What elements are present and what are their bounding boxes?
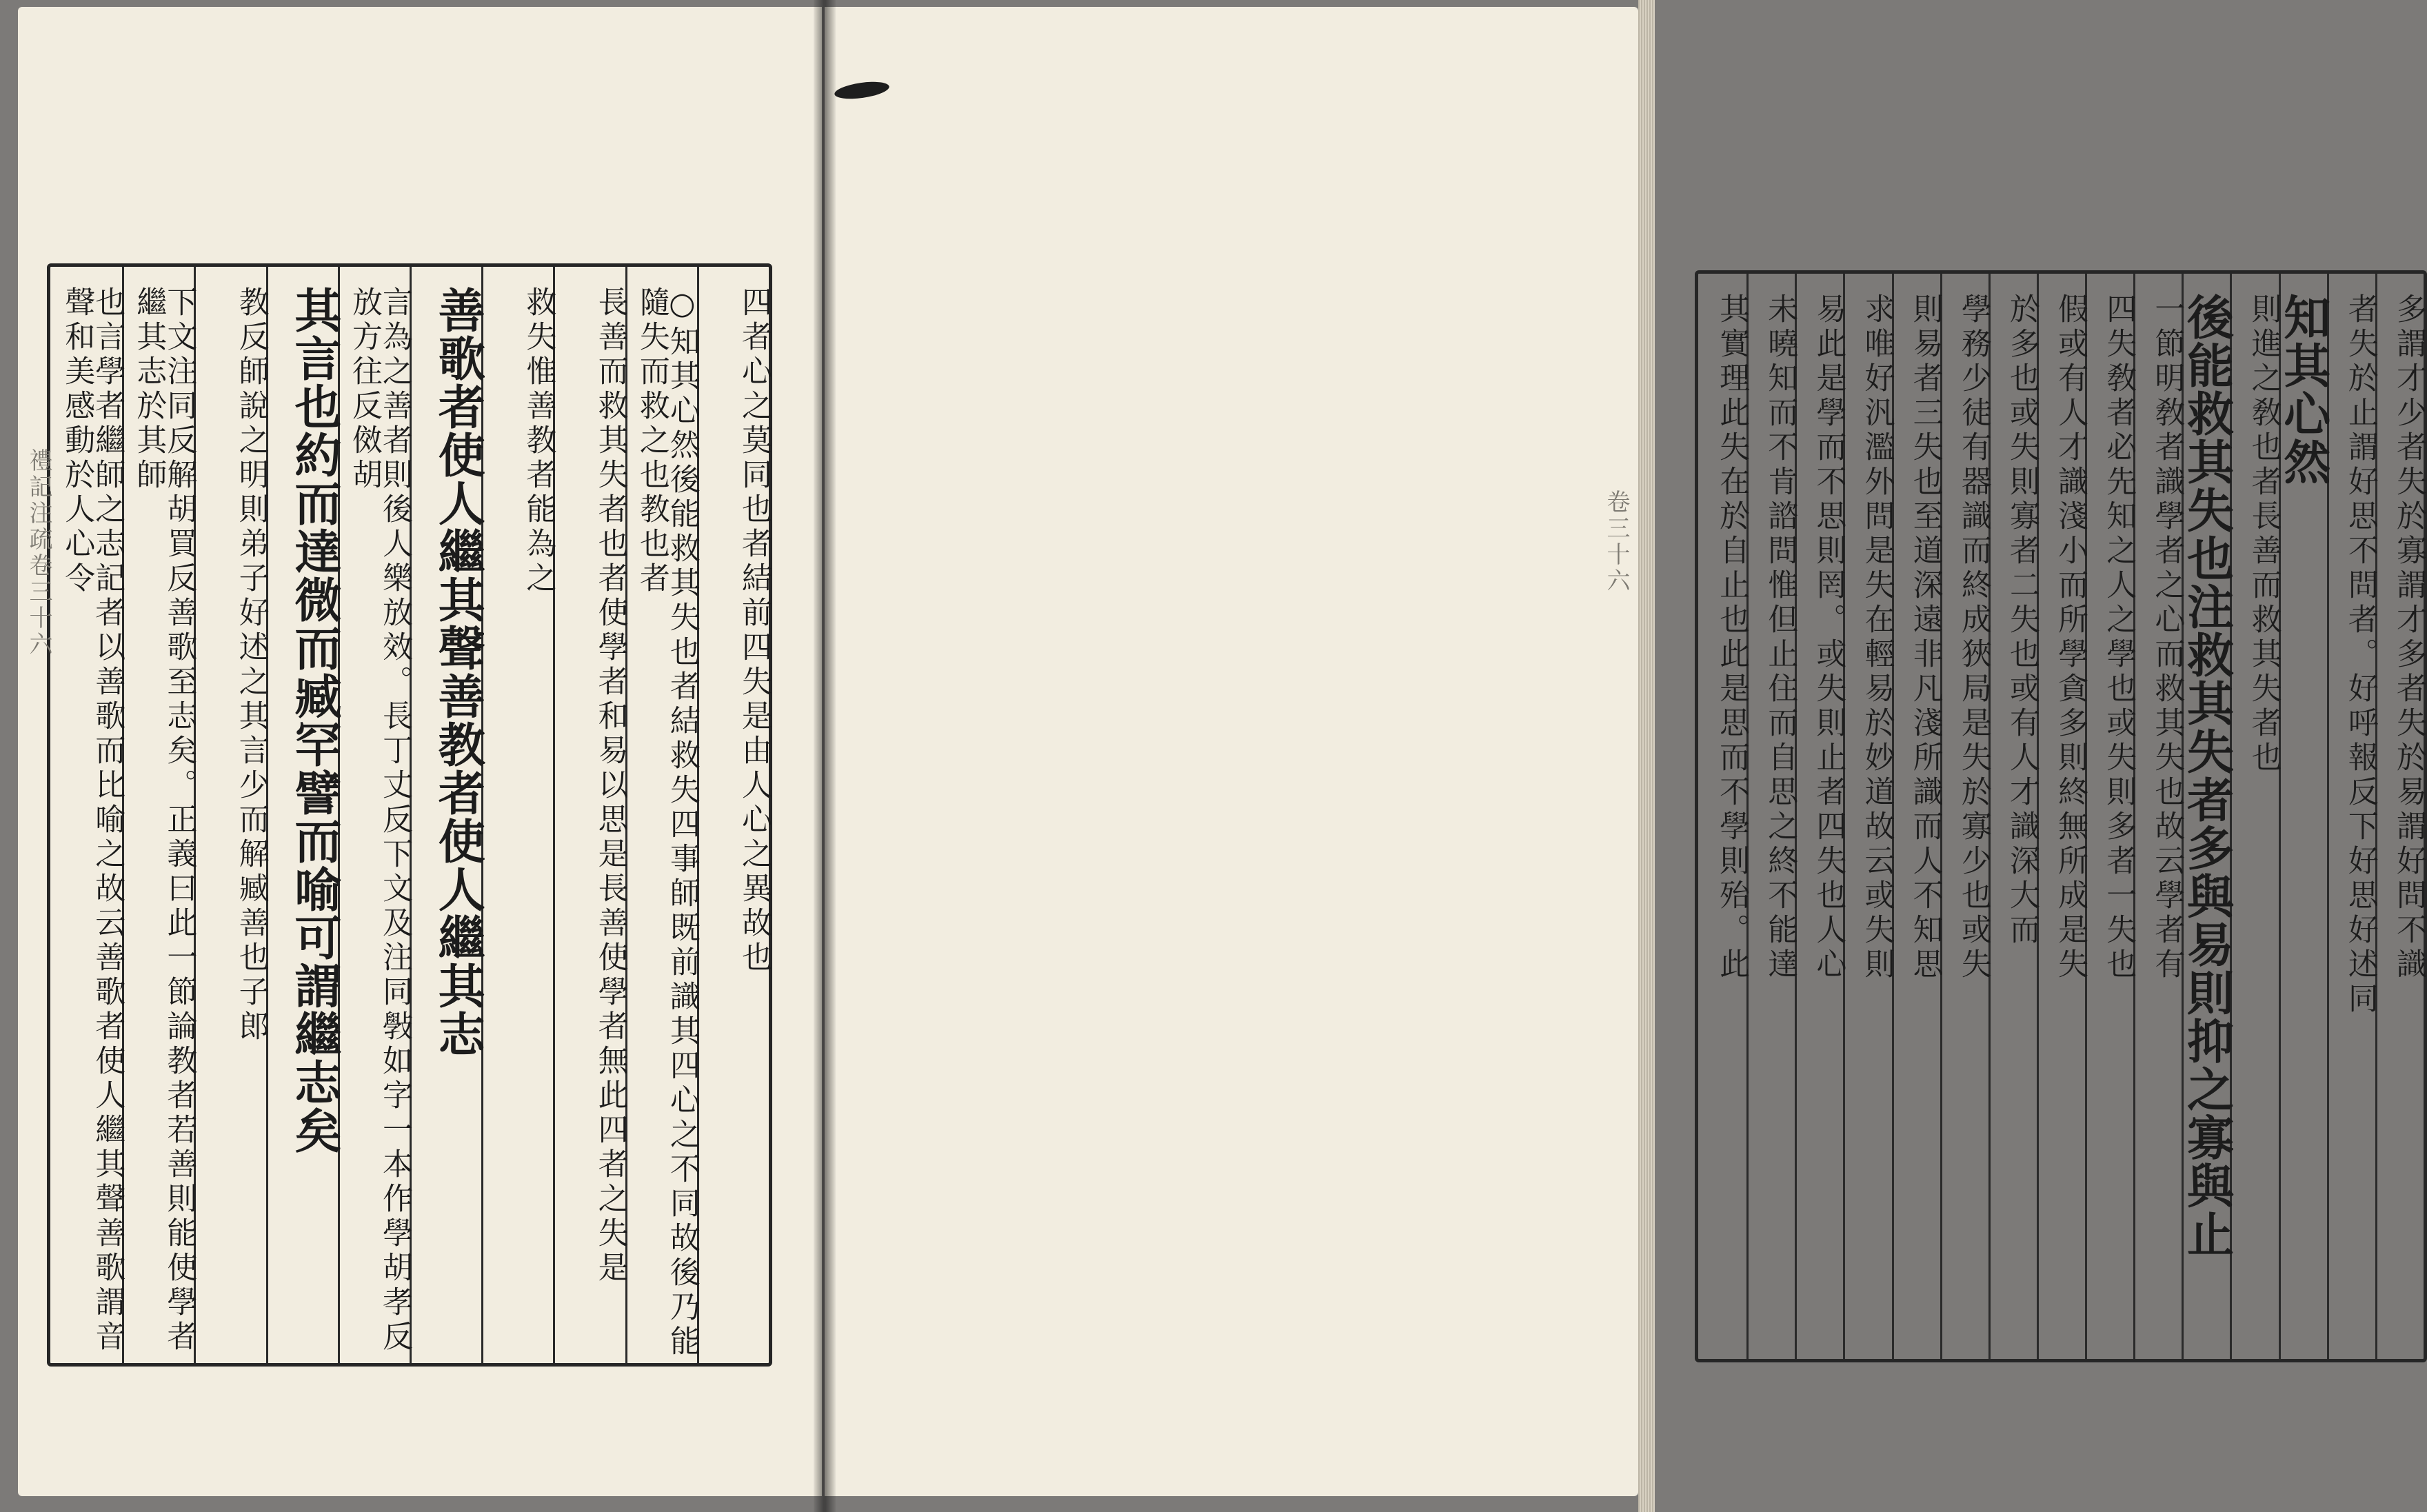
left-page-column: 言為之善者則後人樂放效。長丁丈反下文及注同斅如字一本作學胡孝反放方往反傚胡: [338, 267, 410, 1363]
left-page-column: 其言也約而達微而臧罕譬而喻可謂繼志矣: [266, 267, 338, 1363]
right-page-column: 知其心然: [2279, 274, 2327, 1359]
left-page-column: 下文注同反解胡買反善歌至志矣。正義曰此一節論教者若善則能使學者繼其志於其師: [122, 267, 194, 1363]
right-page-column: 四失敎者必先知之人之學也或失則多者一失也: [2085, 274, 2133, 1359]
book-gutter: [814, 0, 836, 1512]
ink-smudge: [834, 79, 890, 102]
left-page-column: 長善而救其失者也者使學者和易以思是長善使學者無此四者之失是: [553, 267, 625, 1363]
page-edge: [1638, 0, 1655, 1512]
right-page-column: 則易者三失也至道深遠非凡淺所識而人不知思: [1892, 274, 1940, 1359]
left-page-text-frame: [47, 263, 772, 1367]
right-page-column: 其實理此失在於自止也此是思而不學則殆。此: [1714, 293, 1750, 982]
right-page: [825, 7, 2426, 1496]
left-page: [18, 7, 822, 1496]
right-page-folio: 卷三十六: [1602, 490, 1630, 594]
right-page-column: 求唯好汎濫外問是失在輕易於妙道故云或失則: [1843, 274, 1891, 1359]
left-page-column: 四者心之莫同也者結前四失是由人心之異故也: [697, 267, 769, 1363]
right-page-column: 未曉知而不肯諮問惟但止住而自思之終不能達: [1746, 274, 1795, 1359]
left-page-column: 也言學者繼師之志記者以善歌而比喻之故云善歌者使人繼其聲善歌謂音聲和美感動於人心令: [59, 286, 125, 1355]
right-page-column: 多謂才少者失於寡謂才多者失於易謂好問不識: [2375, 274, 2424, 1359]
left-page-column: 救失惟善教者能為之: [481, 267, 553, 1363]
right-page-column: 假或有人才識淺小而所學貪多則終無所成是失: [2037, 274, 2085, 1359]
left-page-column: 教反師說之明則弟子好述之其言少而解臧善也子郎: [194, 267, 265, 1363]
right-page-column: 者失於止謂好思不問者。好呼報反下好思好述同: [2327, 274, 2375, 1359]
right-page-column: 易此是學而不思則罔。或失則止者四失也人心: [1795, 274, 1843, 1359]
left-page-column: 善歌者使人繼其聲善教者使人繼其志: [410, 267, 481, 1363]
left-page-column: ○知其心然後能救其失也者結救失四事師既前識其四心之不同故後乃能隨失而救之也教也者: [625, 267, 697, 1363]
right-page-column: 則進之敎也者長善而救其失者也: [2230, 274, 2278, 1359]
right-page-column: 後能救其失也注救其失者多與易則抑之寡與止: [2182, 274, 2230, 1359]
right-page-column: 學務少徒有器識而終成狹局是失於寡少也或失: [1940, 274, 1988, 1359]
right-page-column: 一節明敎者識學者之心而救其失也故云學者有: [2133, 274, 2182, 1359]
right-page-column: 於多也或失則寡者二失也或有人才識深大而: [1988, 274, 2037, 1359]
left-page-folio: 禮記注疏卷三十六: [25, 448, 52, 658]
right-page-text-frame: [1695, 270, 2427, 1362]
